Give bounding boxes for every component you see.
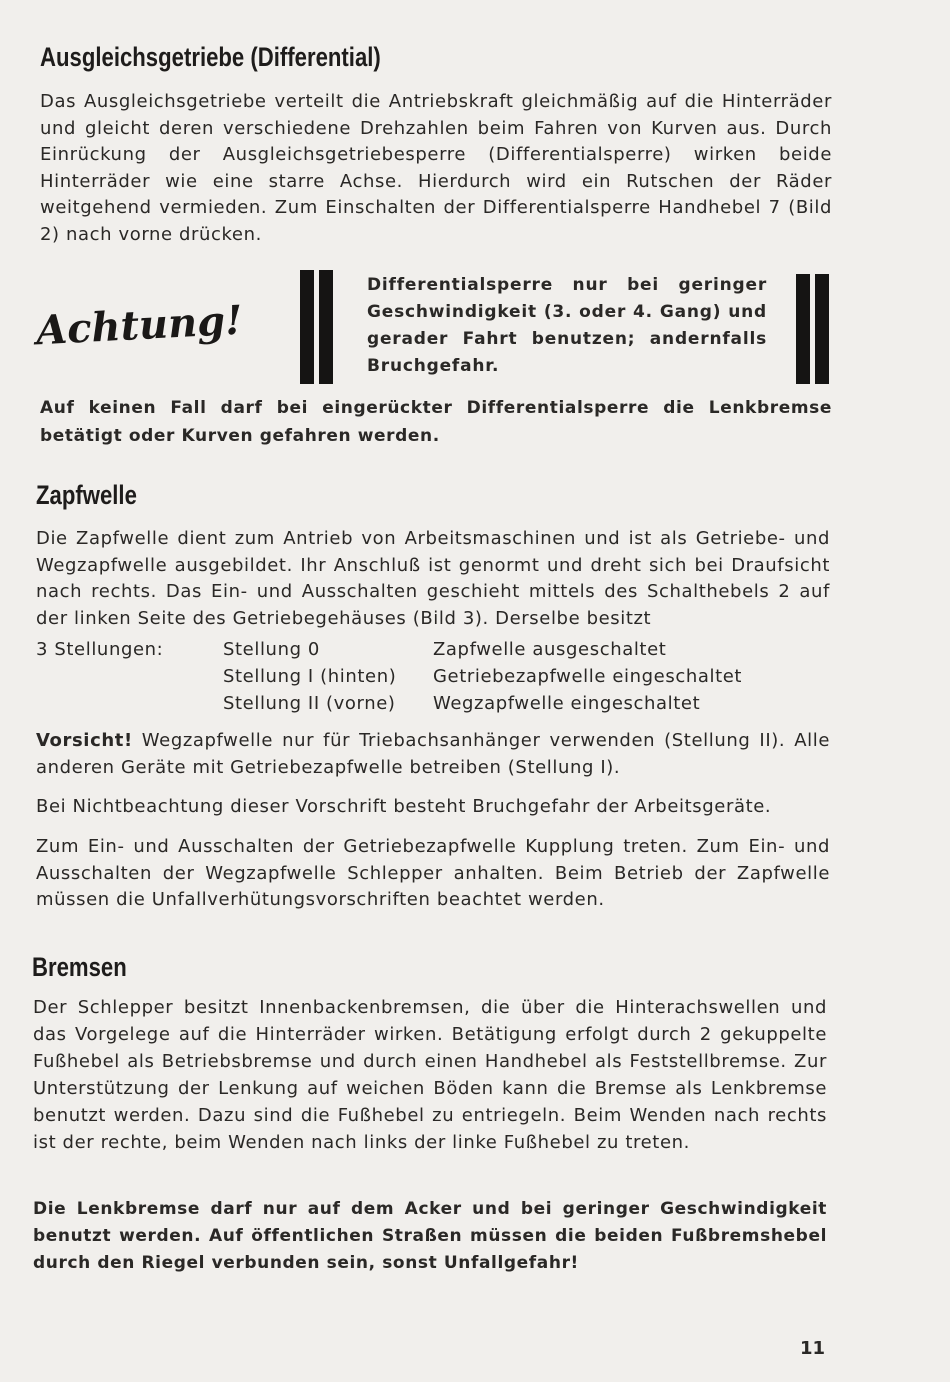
- warning-bar: [319, 270, 333, 384]
- warning-bar: [796, 274, 810, 384]
- positions-table: [36, 636, 830, 717]
- position-row: [36, 690, 830, 717]
- position-name: Stellung 0: [223, 639, 320, 660]
- section-title-bremsen: Bremsen: [32, 952, 127, 982]
- warning-box-text: Differentialsperre nur bei geringer Geschwindigkeit (3. oder 4. Gang) und gerader Fahrt benutzen; andernfalls Bruchgefahr.: [367, 275, 767, 376]
- achtung-label: Achtung!: [34, 296, 244, 355]
- position-description: Zapfwelle ausgeschaltet: [433, 639, 667, 660]
- section-body-zapfwelle: Die Zapfwelle dient zum Antrieb von Arbeitsmaschinen und ist als Getriebe- und Wegzapfwelle ausgebildet. Ihr Anschluß ist genormt und dreht sich bei Draufsicht nach rechts. Das Ein- und Ausschalten geschieht mittels des Schalthebels 2 auf der linken Seite des Getriebegehäuses (Bild 3). Derselbe besitzt: [36, 528, 830, 629]
- warning-bar: [300, 270, 314, 384]
- vorsicht-paragraph: [36, 728, 830, 781]
- warning-bar: [815, 274, 829, 384]
- section-title-zapfwelle: Zapfwelle: [36, 480, 137, 510]
- position-name: Stellung II (vorne): [223, 693, 396, 714]
- operation-paragraph: Zum Ein- und Ausschalten der Getriebezapfwelle Kupplung treten. Zum Ein- und Ausschalten der Wegzapfwelle Schlepper anhalten. Beim Betrieb der Zapfwelle müssen die Unfallverhütungsvorschriften beachtet werden.: [36, 836, 830, 910]
- section-body-differential: Das Ausgleichsgetriebe verteilt die Antriebskraft gleichmäßig auf die Hinterräder und gleicht deren verschiedene Drehzahlen beim Fahren von Kurven aus. Durch Einrückung der Ausgleichsgetriebesperre (Differentialsperre) wirken beide Hinterräder wie eine starre Achse. Hierdurch wird ein Rutschen der Räder weitgehend vermieden. Zum Einschalten der Differentialsperre Handhebel 7 (Bild 2) nach vorne drücken.: [40, 91, 832, 245]
- vorsicht-text: Wegzapfwelle nur für Triebachsanhänger verwenden (Stellung II). Alle anderen Geräte mit Getriebezapfwelle betreiben (Stellung I).: [36, 730, 830, 778]
- position-row: [36, 636, 830, 663]
- section-body-bremsen: Der Schlepper besitzt Innenbackenbremsen, die über die Hinterachswellen und das Vorgelege auf die Hinterräder wirken. Betätigung erfolgt durch 2 gekuppelte Fußhebel als Betriebsbremse und durch einen Handhebel als Feststellbremse. Zur Unterstützung der Lenkung auf weichen Böden kann die Bremse als Lenkbremse benutzt werden. Dazu sind die Fußhebel zu entriegeln. Beim Wenden nach rechts ist der rechte, beim Wenden nach links der linke Fußhebel zu treten.: [33, 997, 827, 1153]
- differential-note: Auf keinen Fall darf bei eingerückter Differentialsperre die Lenkbremse betätigt oder Kurven gefahren werden.: [40, 398, 832, 446]
- positions-label: 3 Stellungen:: [36, 639, 164, 660]
- position-description: Wegzapfwelle eingeschaltet: [433, 693, 701, 714]
- section-title-differential: Ausgleichsgetriebe (Differential): [40, 42, 381, 72]
- brake-note: Die Lenkbremse darf nur auf dem Acker und bei geringer Geschwindigkeit benutzt werden. Auf öffentlichen Straßen müssen die beiden Fußbremshebel durch den Riegel verbunden sein, sonst Unfallgefahr!: [33, 1199, 827, 1273]
- vorsicht-label: Vorsicht!: [36, 730, 133, 751]
- page-number: 11: [800, 1338, 826, 1359]
- position-description: Getriebezapfwelle eingeschaltet: [433, 666, 743, 687]
- breakage-warning: Bei Nichtbeachtung dieser Vorschrift besteht Bruchgefahr der Arbeitsgeräte.: [36, 796, 772, 817]
- position-name: Stellung I (hinten): [223, 666, 397, 687]
- position-row: [36, 663, 830, 690]
